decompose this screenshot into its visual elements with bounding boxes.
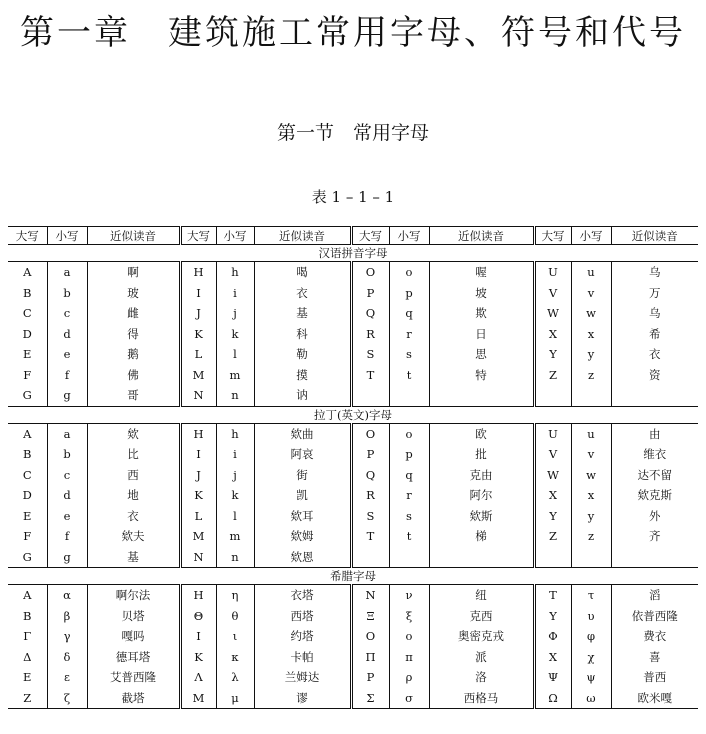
header-lowercase: 小写 <box>216 227 254 245</box>
cell-pronunciation: 欸恩 <box>254 547 351 568</box>
cell-pronunciation: 讷 <box>254 385 351 406</box>
cell-lowercase: o <box>389 262 429 283</box>
cell-uppercase: L <box>180 506 216 527</box>
cell-pronunciation: 喔 <box>429 262 534 283</box>
cell-lowercase: w <box>571 465 611 486</box>
cell-uppercase: M <box>180 526 216 547</box>
cell-pronunciation: 欺 <box>429 303 534 324</box>
cell-uppercase: O <box>351 262 389 283</box>
cell-pronunciation: 欸夫 <box>87 526 180 547</box>
cell-uppercase: T <box>534 585 571 606</box>
cell-lowercase: λ <box>216 667 254 688</box>
cell-uppercase: C <box>22 306 32 321</box>
table-caption: 表 1 – 1 – 1 <box>311 188 395 206</box>
header-pronunciation: 近似读音 <box>611 227 698 245</box>
cell-lowercase: x <box>571 324 611 345</box>
cell-uppercase: E <box>23 508 32 523</box>
cell-pronunciation: 喜 <box>611 647 698 668</box>
letters-table <box>8 226 698 709</box>
cell-lowercase: p <box>389 283 429 304</box>
cell-uppercase: H <box>180 262 216 283</box>
cell-lowercase: b <box>47 444 87 465</box>
cell-lowercase: y <box>571 506 611 527</box>
cell-uppercase: Ψ <box>534 667 571 688</box>
cell-uppercase <box>534 547 571 568</box>
cell-uppercase: X <box>534 485 571 506</box>
cell-lowercase: a <box>47 262 87 283</box>
cell-pronunciation <box>429 547 534 568</box>
table-row <box>8 585 698 606</box>
cell-uppercase: Ξ <box>351 606 389 627</box>
cell-lowercase: π <box>389 647 429 668</box>
cell-lowercase: α <box>47 585 87 606</box>
cell-pronunciation: 思 <box>429 344 534 365</box>
table-row <box>8 547 698 568</box>
cell-pronunciation: 梯 <box>429 526 534 547</box>
cell-pronunciation: 佛 <box>87 365 180 386</box>
table-row <box>8 385 698 406</box>
cell-uppercase: P <box>351 283 389 304</box>
cell-uppercase: K <box>180 485 216 506</box>
cell-pronunciation <box>429 385 534 406</box>
cell-pronunciation: 兰姆达 <box>254 667 351 688</box>
cell-pronunciation: 滔 <box>611 585 698 606</box>
cell-uppercase <box>534 385 571 406</box>
cell-pronunciation: 欸克斯 <box>611 485 698 506</box>
cell-lowercase: j <box>216 465 254 486</box>
header-lowercase: 小写 <box>571 227 611 245</box>
cell-uppercase: L <box>180 344 216 365</box>
header-uppercase: 大写 <box>180 227 216 245</box>
cell-uppercase: S <box>351 344 389 365</box>
cell-uppercase: A <box>23 588 32 603</box>
cell-pronunciation: 鹅 <box>87 344 180 365</box>
cell-pronunciation: 比 <box>87 444 180 465</box>
table-row <box>8 506 698 527</box>
cell-lowercase: m <box>216 526 254 547</box>
cell-lowercase: c <box>47 303 87 324</box>
cell-pronunciation: 西 <box>87 465 180 486</box>
cell-uppercase: C <box>22 467 32 482</box>
cell-pronunciation: 阿哀 <box>254 444 351 465</box>
cell-pronunciation: 派 <box>429 647 534 668</box>
cell-pronunciation: 衣 <box>87 506 180 527</box>
cell-pronunciation: 哥 <box>87 385 180 406</box>
cell-pronunciation: 齐 <box>611 526 698 547</box>
cell-uppercase: H <box>180 423 216 444</box>
cell-lowercase: x <box>571 485 611 506</box>
cell-lowercase <box>389 385 429 406</box>
cell-lowercase: g <box>47 385 87 406</box>
cell-uppercase <box>351 547 389 568</box>
cell-uppercase: T <box>351 526 389 547</box>
cell-lowercase: h <box>216 262 254 283</box>
cell-lowercase: p <box>389 444 429 465</box>
cell-pronunciation: 勒 <box>254 344 351 365</box>
table-row <box>8 626 698 647</box>
cell-lowercase: d <box>47 324 87 345</box>
cell-uppercase: J <box>180 303 216 324</box>
cell-pronunciation: 嘎吗 <box>87 626 180 647</box>
cell-pronunciation: 万 <box>611 283 698 304</box>
table-row <box>8 344 698 365</box>
cell-lowercase: h <box>216 423 254 444</box>
cell-pronunciation: 奥密克戎 <box>429 626 534 647</box>
cell-pronunciation: 衣塔 <box>254 585 351 606</box>
cell-uppercase: F <box>23 367 32 382</box>
cell-lowercase: ω <box>571 688 611 709</box>
header-pronunciation: 近似读音 <box>87 227 180 245</box>
cell-uppercase: S <box>351 506 389 527</box>
header-uppercase: 大写 <box>351 227 389 245</box>
header-pronunciation: 近似读音 <box>254 227 351 245</box>
cell-lowercase <box>571 385 611 406</box>
cell-uppercase: R <box>351 485 389 506</box>
header-pronunciation: 近似读音 <box>429 227 534 245</box>
header-uppercase: 大写 <box>8 227 47 245</box>
cell-lowercase: j <box>216 303 254 324</box>
cell-lowercase: η <box>216 585 254 606</box>
cell-uppercase: G <box>22 549 32 564</box>
table-row <box>8 526 698 547</box>
cell-lowercase: c <box>47 465 87 486</box>
cell-pronunciation <box>611 385 698 406</box>
cell-pronunciation <box>611 547 698 568</box>
cell-uppercase: N <box>351 585 389 606</box>
cell-lowercase: v <box>571 444 611 465</box>
cell-lowercase: μ <box>216 688 254 709</box>
cell-uppercase: G <box>22 388 32 403</box>
cell-lowercase: n <box>216 547 254 568</box>
table-row <box>8 423 698 444</box>
cell-pronunciation: 地 <box>87 485 180 506</box>
cell-pronunciation: 约塔 <box>254 626 351 647</box>
table-row <box>8 303 698 324</box>
cell-lowercase: ι <box>216 626 254 647</box>
cell-pronunciation: 欸耳 <box>254 506 351 527</box>
cell-pronunciation: 西格马 <box>429 688 534 709</box>
cell-lowercase: q <box>389 303 429 324</box>
group-title: 拉丁(英文)字母 <box>8 406 698 423</box>
cell-uppercase: Z <box>8 688 47 709</box>
cell-uppercase <box>351 385 389 406</box>
cell-pronunciation: 达不留 <box>611 465 698 486</box>
cell-lowercase: o <box>389 626 429 647</box>
cell-uppercase: Z <box>534 365 571 386</box>
cell-uppercase: U <box>534 262 571 283</box>
chapter-title: 第一章 建筑施工常用字母、符号和代号 <box>20 13 686 53</box>
cell-pronunciation: 基 <box>254 303 351 324</box>
cell-pronunciation: 欸曲 <box>254 423 351 444</box>
cell-lowercase: θ <box>216 606 254 627</box>
cell-pronunciation: 乌 <box>611 303 698 324</box>
table-row <box>8 485 698 506</box>
cell-pronunciation: 希 <box>611 324 698 345</box>
cell-uppercase: Θ <box>180 606 216 627</box>
cell-lowercase: ψ <box>571 667 611 688</box>
cell-uppercase: H <box>180 585 216 606</box>
cell-pronunciation: 摸 <box>254 365 351 386</box>
cell-lowercase: δ <box>47 647 87 668</box>
cell-uppercase: K <box>180 324 216 345</box>
cell-uppercase: B <box>23 447 32 462</box>
cell-lowercase: ε <box>47 667 87 688</box>
cell-uppercase: D <box>22 326 32 341</box>
cell-pronunciation: 街 <box>254 465 351 486</box>
cell-uppercase: M <box>180 365 216 386</box>
cell-uppercase: X <box>534 647 571 668</box>
table-row <box>8 365 698 386</box>
cell-uppercase: Q <box>351 465 389 486</box>
cell-lowercase <box>389 547 429 568</box>
cell-lowercase: τ <box>571 585 611 606</box>
cell-lowercase: f <box>47 365 87 386</box>
cell-pronunciation: 衣 <box>254 283 351 304</box>
cell-lowercase: w <box>571 303 611 324</box>
group-title: 希腊字母 <box>8 568 698 585</box>
cell-lowercase: e <box>47 344 87 365</box>
cell-lowercase: s <box>389 506 429 527</box>
group-header-row <box>8 568 698 585</box>
cell-pronunciation: 依普西隆 <box>611 606 698 627</box>
cell-uppercase: A <box>23 265 32 280</box>
cell-uppercase: V <box>534 444 571 465</box>
header-lowercase: 小写 <box>389 227 429 245</box>
cell-lowercase: f <box>47 526 87 547</box>
cell-lowercase: y <box>571 344 611 365</box>
table-row <box>8 688 698 709</box>
cell-lowercase: φ <box>571 626 611 647</box>
cell-uppercase: O <box>351 423 389 444</box>
cell-uppercase: Γ <box>23 629 32 644</box>
cell-uppercase: Y <box>534 344 571 365</box>
group-title: 汉语拼音字母 <box>8 245 698 262</box>
cell-lowercase: r <box>389 324 429 345</box>
cell-pronunciation: 普西 <box>611 667 698 688</box>
cell-pronunciation: 资 <box>611 365 698 386</box>
cell-uppercase: Y <box>534 506 571 527</box>
cell-pronunciation: 德耳塔 <box>87 647 180 668</box>
cell-uppercase: W <box>534 465 571 486</box>
cell-uppercase: Q <box>351 303 389 324</box>
cell-pronunciation: 谬 <box>254 688 351 709</box>
group-header-row <box>8 406 698 423</box>
cell-pronunciation: 阿尔 <box>429 485 534 506</box>
cell-pronunciation: 得 <box>87 324 180 345</box>
cell-lowercase: u <box>571 262 611 283</box>
cell-uppercase: Υ <box>534 606 571 627</box>
cell-pronunciation: 特 <box>429 365 534 386</box>
cell-lowercase: m <box>216 365 254 386</box>
cell-uppercase: K <box>180 647 216 668</box>
cell-pronunciation: 由 <box>611 423 698 444</box>
cell-lowercase: s <box>389 344 429 365</box>
cell-pronunciation: 维衣 <box>611 444 698 465</box>
table-row <box>8 606 698 627</box>
cell-uppercase: B <box>23 608 32 623</box>
cell-uppercase: W <box>534 303 571 324</box>
cell-lowercase: z <box>571 526 611 547</box>
cell-uppercase: T <box>351 365 389 386</box>
cell-pronunciation: 啊尔法 <box>87 585 180 606</box>
cell-pronunciation: 玻 <box>87 283 180 304</box>
cell-uppercase: V <box>534 283 571 304</box>
cell-lowercase: σ <box>389 688 429 709</box>
cell-lowercase: t <box>389 526 429 547</box>
cell-lowercase: o <box>389 423 429 444</box>
group-header-row <box>8 245 698 262</box>
cell-uppercase: I <box>180 283 216 304</box>
cell-lowercase <box>571 547 611 568</box>
cell-pronunciation: 纽 <box>429 585 534 606</box>
cell-uppercase: I <box>180 444 216 465</box>
cell-uppercase: Σ <box>351 688 389 709</box>
cell-lowercase: n <box>216 385 254 406</box>
cell-pronunciation: 艾普西隆 <box>87 667 180 688</box>
table-row <box>8 283 698 304</box>
cell-uppercase: N <box>180 547 216 568</box>
cell-uppercase: Π <box>351 647 389 668</box>
cell-lowercase: r <box>389 485 429 506</box>
cell-pronunciation: 费衣 <box>611 626 698 647</box>
cell-lowercase: γ <box>47 626 87 647</box>
cell-lowercase: ρ <box>389 667 429 688</box>
cell-uppercase: J <box>180 465 216 486</box>
cell-uppercase: X <box>534 324 571 345</box>
cell-uppercase: Λ <box>180 667 216 688</box>
cell-pronunciation: 凯 <box>254 485 351 506</box>
cell-pronunciation: 啊 <box>87 262 180 283</box>
cell-lowercase: z <box>571 365 611 386</box>
cell-pronunciation: 批 <box>429 444 534 465</box>
cell-lowercase: υ <box>571 606 611 627</box>
cell-uppercase: Φ <box>534 626 571 647</box>
table-row <box>8 324 698 345</box>
cell-uppercase: M <box>180 688 216 709</box>
cell-pronunciation: 贝塔 <box>87 606 180 627</box>
cell-lowercase: l <box>216 344 254 365</box>
cell-lowercase: u <box>571 423 611 444</box>
cell-lowercase: d <box>47 485 87 506</box>
cell-uppercase: B <box>23 285 32 300</box>
cell-lowercase: k <box>216 485 254 506</box>
cell-lowercase: g <box>47 547 87 568</box>
cell-uppercase: P <box>351 444 389 465</box>
table-body <box>8 245 698 709</box>
cell-pronunciation: 欸斯 <box>429 506 534 527</box>
cell-uppercase: Δ <box>23 649 32 664</box>
cell-pronunciation: 截塔 <box>87 688 180 709</box>
cell-lowercase: a <box>47 423 87 444</box>
table-row <box>8 667 698 688</box>
cell-uppercase: E <box>23 347 32 362</box>
cell-lowercase: i <box>216 444 254 465</box>
cell-lowercase: k <box>216 324 254 345</box>
cell-pronunciation: 克由 <box>429 465 534 486</box>
section-title: 第一节 常用字母 <box>276 122 429 144</box>
cell-lowercase: β <box>47 606 87 627</box>
table-row <box>8 647 698 668</box>
cell-pronunciation: 卡帕 <box>254 647 351 668</box>
cell-pronunciation: 喝 <box>254 262 351 283</box>
cell-pronunciation: 雌 <box>87 303 180 324</box>
cell-uppercase: P <box>351 667 389 688</box>
header-row <box>8 227 698 245</box>
cell-uppercase: A <box>23 426 32 441</box>
header-uppercase: 大写 <box>534 227 571 245</box>
cell-uppercase: R <box>351 324 389 345</box>
cell-lowercase: i <box>216 283 254 304</box>
cell-uppercase: E <box>23 670 32 685</box>
cell-uppercase: U <box>534 423 571 444</box>
table-row <box>8 444 698 465</box>
cell-lowercase: t <box>389 365 429 386</box>
cell-pronunciation: 衣 <box>611 344 698 365</box>
cell-uppercase: Z <box>534 526 571 547</box>
cell-lowercase: v <box>571 283 611 304</box>
cell-pronunciation: 欸姆 <box>254 526 351 547</box>
cell-lowercase: χ <box>571 647 611 668</box>
cell-lowercase: ν <box>389 585 429 606</box>
cell-pronunciation: 乌 <box>611 262 698 283</box>
cell-lowercase: e <box>47 506 87 527</box>
cell-lowercase: ζ <box>47 688 87 709</box>
cell-pronunciation: 欧 <box>429 423 534 444</box>
cell-uppercase: D <box>22 488 32 503</box>
cell-pronunciation: 基 <box>87 547 180 568</box>
cell-pronunciation: 欧米嘎 <box>611 688 698 709</box>
cell-uppercase: N <box>180 385 216 406</box>
cell-uppercase: Ω <box>534 688 571 709</box>
cell-pronunciation: 坡 <box>429 283 534 304</box>
cell-lowercase: q <box>389 465 429 486</box>
cell-pronunciation: 外 <box>611 506 698 527</box>
cell-pronunciation: 日 <box>429 324 534 345</box>
cell-pronunciation: 科 <box>254 324 351 345</box>
cell-pronunciation: 克西 <box>429 606 534 627</box>
cell-uppercase: O <box>351 626 389 647</box>
cell-lowercase: κ <box>216 647 254 668</box>
cell-uppercase: F <box>23 529 32 544</box>
table-row <box>8 465 698 486</box>
cell-pronunciation: 欸 <box>87 423 180 444</box>
cell-uppercase: I <box>180 626 216 647</box>
cell-pronunciation: 洛 <box>429 667 534 688</box>
cell-lowercase: ξ <box>389 606 429 627</box>
cell-lowercase: b <box>47 283 87 304</box>
table-row <box>8 262 698 283</box>
cell-pronunciation: 西塔 <box>254 606 351 627</box>
cell-lowercase: l <box>216 506 254 527</box>
header-lowercase: 小写 <box>47 227 87 245</box>
